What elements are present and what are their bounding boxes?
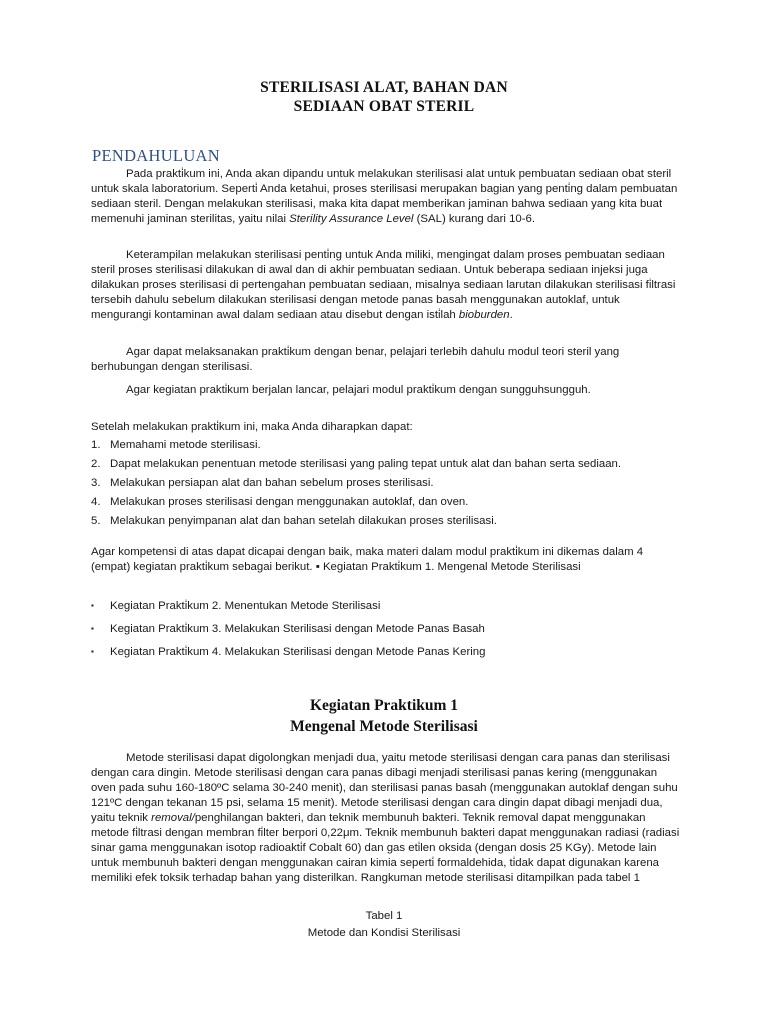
objective-number: 4. — [91, 496, 101, 508]
objective-text: Melakukan proses sterilisasi dengan menggunakan autoklaf, dan oven. — [110, 496, 469, 508]
square-bullet-icon: ▪ — [91, 601, 94, 610]
sal-term: Sterility Assurance Level — [289, 213, 414, 225]
activity-item — [91, 644, 691, 667]
objectives-list — [91, 438, 691, 533]
objective-number: 2. — [91, 458, 101, 470]
competency-paragraph: Agar kompetensi di atas dapat dicapai dengan baik, maka materi dalam modul prakti̇kum ini dikemas dalam 4 (empat) kegiatan prakti̇kum sebagai berikut. ▪ Kegiatan Prakti̇kum 1. Mengenal Metode Sterilisasi — [91, 546, 644, 573]
intro-paragraph-1-text: Pada prakti̇kum ini, Anda akan dipandu untuk melakukan sterilisasi alat untuk pembuatan sediaan obat steril untuk skala laboratorium. Seperti̇ Anda ketahui, proses sterilisasi merupakan bagian yang penti̇ng dalam pembuatan sediaan steril. Dengan melakukan sterilisasi, maka kita dapat memberikan jaminan bahwa sediaan yang kita buat memenuhi jaminan sterilitas, yaitu nilai — [91, 168, 678, 225]
intro-paragraph-2 — [91, 248, 681, 323]
objective-number: 3. — [91, 477, 101, 489]
objective-item — [91, 476, 691, 495]
kp1-paragraph-text: Metode sterilisasi dapat digolongkan menjadi dua, yaitu metode sterilisasi dengan cara panas dan sterilisasi dengan cara dingin. Metode sterilisasi dengan cara panas dibagi menjadi sterilisasi panas kering (menggunakan oven pada suhu 160-180ºC selama 30-240 menit), dan sterilisasi panas basah (menggunakan autoklaf dengan suhu 121ºC dengan tekanan 15 psi, selama 15 menit). Metode sterilisasi dengan cara dingin dapat dibagi menjadi dua, yaitu teknik — [91, 752, 678, 824]
activity-item — [91, 598, 691, 621]
activity-text: Kegiatan Prakti̇kum 4. Melakukan Sterilisasi dengan Metode Panas Kering — [110, 646, 486, 658]
intro-paragraph-2-text: Keterampilan melakukan sterilisasi penti̇ng untuk Anda miliki, mengingat dalam proses pembuatan sediaan steril proses sterilisasi dilakukan di awal dan di akhir pembuatan sediaan. Untuk beberapa sediaan injeksi juga dilakukan proses sterilisasi di pertengahan pembuatan sediaan, misalnya sediaan larutan dilakukan sterilisasi fi̇ltrasi tersebih dahulu sebelum dilakukan sterilisasi dengan metode panas basah menggunakan autoklaf, untuk mengurangi kontaminan awal dalam sediaan atau disebut dengan isti̇lah — [91, 249, 676, 321]
kp1-title-line-1: Kegiatan Praktikum 1 — [309, 697, 459, 714]
section-heading-pendahuluan: PENDAHULUAN — [92, 146, 220, 165]
activity-text: Kegiatan Prakti̇kum 3. Melakukan Sterilisasi dengan Metode Panas Basah — [110, 623, 485, 635]
objective-text: Melakukan penyimpanan alat dan bahan setelah dilakukan proses sterilisasi. — [110, 515, 497, 527]
objective-item — [91, 495, 691, 514]
objectives-intro: Setelah melakukan prakti̇kum ini, maka Anda diharapkan dapat: — [91, 421, 413, 433]
activity-item — [91, 621, 691, 644]
objective-number: 5. — [91, 515, 101, 527]
document-title-line-1: STERILISASI ALAT, BAHAN DAN — [260, 79, 508, 96]
intro-paragraph-2-end: . — [509, 309, 513, 321]
objective-text: Dapat melakukan penentuan metode sterilisasi yang paling tepat untuk alat dan bahan serta sediaan. — [110, 458, 622, 470]
intro-paragraph-3: Agar dapat melaksanakan prakti̇kum dengan benar, pelajari terlebih dahulu modul teori steril yang berhubungan dengan sterilisasi. — [91, 346, 620, 373]
objective-text: Memahami metode sterilisasi. — [110, 439, 261, 451]
table-title: Metode dan Kondisi Sterilisasi — [307, 927, 461, 939]
objective-number: 1. — [91, 439, 101, 451]
intro-paragraph-1-end: (SAL) kurang dari 10-6. — [413, 213, 536, 225]
table-label: Tabel 1 — [365, 910, 403, 922]
document-title-line-2: SEDIAAN OBAT STERIL — [293, 98, 475, 115]
objective-text: Melakukan persiapan alat dan bahan sebelum proses sterilisasi. — [110, 477, 434, 489]
kp1-paragraph-end: penghilangan bakteri, dan teknik membunuh bakteri. Teknik removal dapat menggunakan metode fi̇ltrasi dengan membran fi̇lter berpori 0,22μm. Teknik membunuh bakteri dapat menggunakan radiasi (radiasi sinar gama menggunakan isotop radioakti̇f Cobalt 60) dan gas eti̇len oksida (dengan dosis 25 KGy). Metode lain untuk membunuh bakteri dengan menggunakan cairan kimia seperti̇ formaldehida, ti̇dak dapat digunakan karena memiliki efek toksik terhadap bahan yang disterilkan. Rangkuman metode sterilisasi ditampilkan pada tabel 1 — [91, 812, 680, 884]
activity-text: Kegiatan Prakti̇kum 2. Menentukan Metode Sterilisasi — [110, 600, 381, 612]
bioburden-term: bioburden — [458, 309, 510, 321]
intro-paragraph-1 — [91, 167, 681, 227]
square-bullet-icon: ▪ — [91, 624, 94, 633]
square-bullet-icon: ▪ — [91, 647, 94, 656]
activities-list — [91, 598, 691, 667]
kp1-paragraph — [91, 751, 681, 886]
intro-paragraph-4: Agar kegiatan prakti̇kum berjalan lancar, pelajari modul prakti̇kum dengan sungguhsungguh. — [126, 384, 591, 396]
kp1-title-line-2: Mengenal Metode Sterilisasi — [290, 718, 478, 735]
objective-item — [91, 514, 691, 533]
removal-term: removal/ — [151, 812, 195, 824]
objective-item — [91, 438, 691, 457]
objective-item — [91, 457, 691, 476]
